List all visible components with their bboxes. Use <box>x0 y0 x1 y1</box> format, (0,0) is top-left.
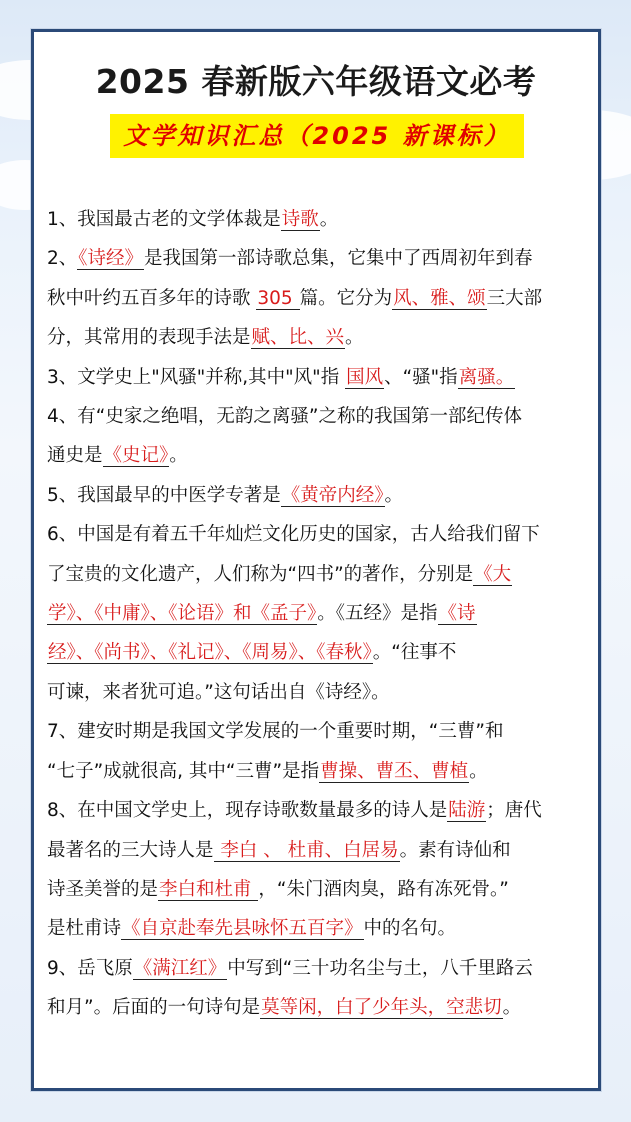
body-text: 可谏，来者犹可追。”这句话出自《诗经》。 <box>47 681 390 703</box>
body-text: 3、文学史上"风骚"并称,其中"风"指 <box>47 366 346 388</box>
text-line <box>47 949 588 988</box>
answer-text: 赋、比、兴 <box>251 327 345 349</box>
body-text: 5、我国最早的中医学专著是 <box>47 484 281 506</box>
answer-text: 离骚。 <box>458 366 515 388</box>
body-text: 8、在中国文学史上，现存诗歌数量最多的诗人是 <box>47 800 448 822</box>
body-text: 是我国第一部诗歌总集，它集中了西周初年到春 <box>144 248 533 270</box>
text-line <box>47 673 588 712</box>
text-line <box>47 476 588 515</box>
body-text: ，“朱门酒肉臭，路有冻死骨。” <box>258 878 509 900</box>
text-line <box>47 515 588 554</box>
answer-text: 李白和杜甫 <box>159 878 258 900</box>
document-card <box>31 29 601 1091</box>
body-text: 最著名的三大诗人是 <box>47 839 214 861</box>
text-line <box>47 239 588 278</box>
body-text: 。 <box>169 445 188 467</box>
answer-text: 陆游 <box>448 800 486 822</box>
text-line <box>47 988 588 1027</box>
answer-text: 《大 <box>474 563 512 585</box>
answer-text: 莫等闲，白了少年头，空悲切 <box>261 997 502 1019</box>
text-line <box>47 831 588 870</box>
body-text: 2、 <box>47 248 78 270</box>
answer-text: 《自京赴奉先县咏怀五百字》 <box>122 918 363 940</box>
body-text: 中的名句。 <box>363 918 457 940</box>
body-text: 。《五经》是指 <box>317 603 438 625</box>
text-line <box>47 397 588 436</box>
subtitle-banner: 文学知识汇总（2025 新课标） <box>110 114 524 158</box>
body-text: 。素有诗仙和 <box>399 839 511 861</box>
answer-text: 李白 、 杜甫、白居易 <box>214 839 399 861</box>
text-line <box>47 633 588 672</box>
text-line <box>47 712 588 751</box>
text-line <box>47 909 588 948</box>
text-line <box>47 279 588 318</box>
answer-text: 国风 <box>346 366 384 388</box>
body-text: 。 <box>384 484 404 506</box>
body-text: 了宝贵的文化遗产，人们称为“四书”的著作，分别是 <box>47 563 474 585</box>
body-text: 6、中国是有着五千年灿烂文化历史的国家，古人给我们留下 <box>47 524 540 546</box>
answer-text: 曹操、曹丕、曹植 <box>320 760 469 782</box>
body-text: 9、岳飞原 <box>47 957 133 979</box>
page-title: 2025 春新版六年级语文必考 <box>95 62 537 101</box>
answer-text: 《诗 <box>438 603 476 625</box>
body-text: 。 <box>345 327 364 349</box>
answer-text: 《史记》 <box>103 445 169 467</box>
answer-text: 学》、《中庸》、《论语》和《孟子》 <box>48 603 317 625</box>
text-line <box>47 358 588 397</box>
text-line <box>47 594 588 633</box>
body-text: 秋中叶约五百多年的诗歌 <box>47 287 257 309</box>
text-line <box>47 318 588 357</box>
answer-text: 305 <box>257 287 299 309</box>
knowledge-list <box>47 200 588 1028</box>
body-text: ；唐代 <box>486 800 542 822</box>
body-text: 4、有“史家之绝唱，无韵之离骚”之称的我国第一部纪传体 <box>47 406 522 428</box>
text-line <box>47 555 588 594</box>
body-text: 三大部 <box>486 287 543 309</box>
body-text: 。“往事不 <box>372 642 457 664</box>
body-text: 是杜甫诗 <box>47 918 122 940</box>
body-text: 7、建安时期是我国文学发展的一个重要时期，“三曹”和 <box>47 721 504 743</box>
body-text: 。 <box>319 209 339 230</box>
text-line <box>47 200 588 239</box>
answer-text: 风、雅、颂 <box>393 287 486 309</box>
answer-text: 经》、《尚书》、《礼记》、《周易》、《春秋》 <box>48 642 372 664</box>
body-text: 诗圣美誉的是 <box>47 878 159 900</box>
text-line <box>47 870 588 909</box>
body-text: 分，其常用的表现手法是 <box>47 327 251 349</box>
answer-text: 《诗经》 <box>78 248 144 270</box>
body-text: 篇。它分为 <box>299 287 393 309</box>
body-text: 和月”。后面的一句诗句是 <box>47 997 261 1019</box>
body-text: 1、我国最古老的文学体裁是 <box>47 209 281 230</box>
text-line <box>47 752 588 791</box>
body-text: 中写到“三十功名尘与土，八千里路云 <box>227 957 533 979</box>
answer-text: 《满江红》 <box>133 957 227 979</box>
body-text: “七子”成就很高, 其中“三曹”是指 <box>47 760 320 782</box>
body-text: 、“骚"指 <box>384 366 458 388</box>
answer-text: 诗歌 <box>281 209 319 230</box>
body-text: 通史是 <box>47 445 103 467</box>
body-text: 。 <box>502 997 522 1019</box>
text-line <box>47 791 588 830</box>
body-text: 。 <box>469 760 488 782</box>
answer-text: 《黄帝内经》 <box>281 484 384 506</box>
text-line <box>47 436 588 475</box>
